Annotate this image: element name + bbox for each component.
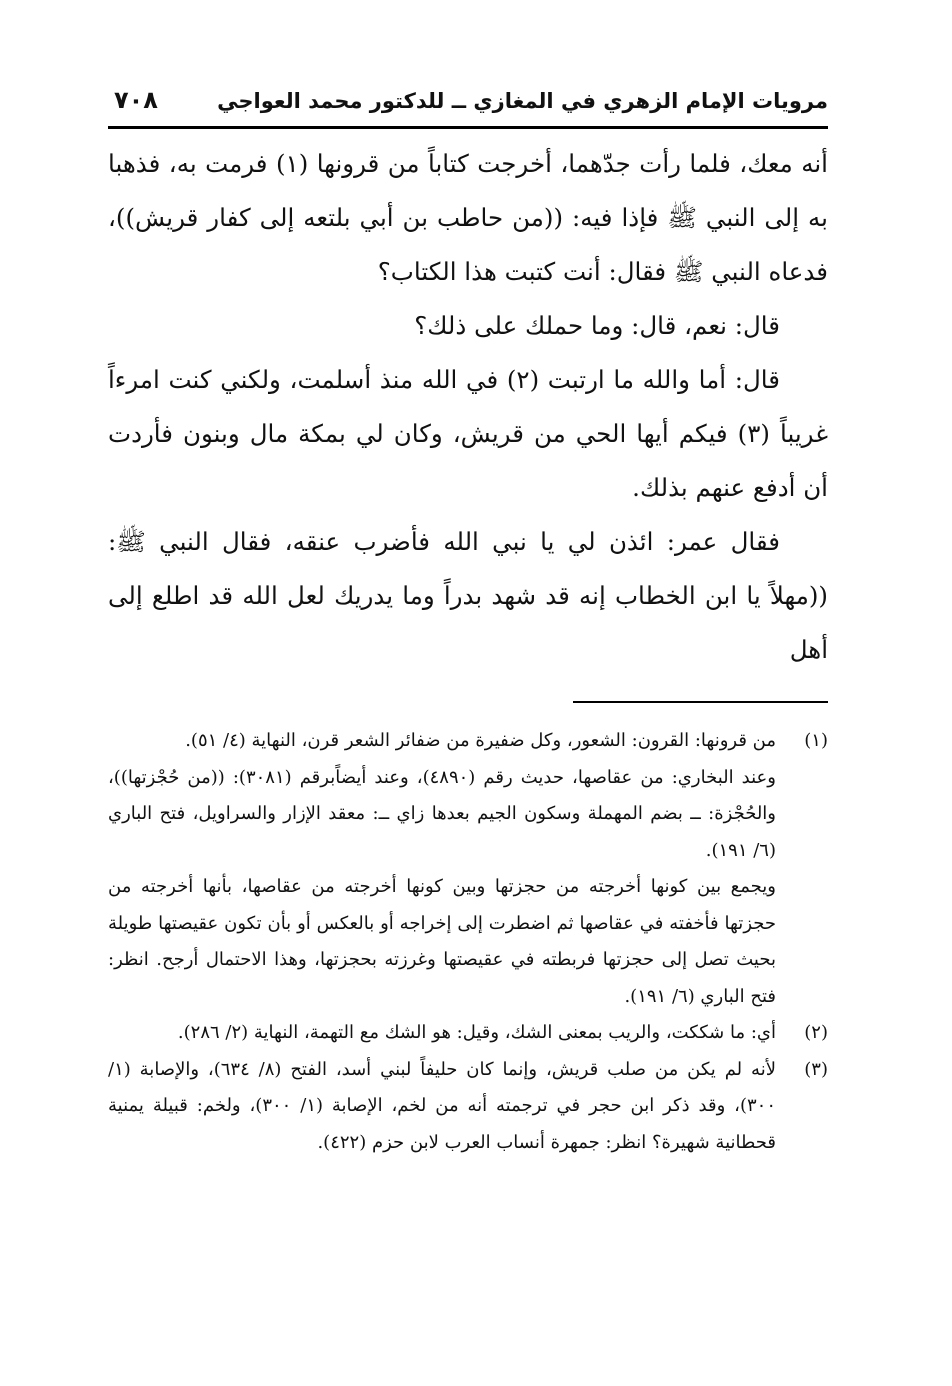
paragraph: قال: نعم، قال: وما حملك على ذلك؟ — [414, 311, 780, 340]
footnote-line: لأنه لم يكن من صلب قريش، وإنما كان حليفاً لبني أسد، الفتح (٨/ ٦٣٤)، والإصابة (١/ ٣٠٠)، وقد ذكر ابن حجر في ترجمته أنه من لخم، الإصابة (١/ ٣٠٠)، ولخم: قبيلة يمنية قحطانية شهيرة؟ انظر: جمهرة أنساب العرب لابن حزم (٤٢٢). — [108, 1058, 777, 1153]
footnote-text — [108, 1015, 776, 1052]
footnote-line: أي: ما شككت، والريب بمعنى الشك، وقيل: هو الشك مع التهمة، النهاية (٢/ ٢٨٦). — [177, 1022, 776, 1043]
footnote-3 — [108, 1052, 828, 1162]
footnote-2 — [108, 1015, 828, 1052]
header-title: مرويات الإمام الزهري في المغازي ــ للدكتور محمد العواجي — [217, 89, 828, 113]
footnote-number: (٣) — [804, 1058, 828, 1080]
paragraph: قال: أما والله ما ارتبت (٢) في الله منذ أسلمت، ولكني كنت امرءاً غريباً (٣) فيكم أيها الحي من قريش، وكان لي بمكة مال وبنون فأردت أن أدفع عنهم بذلك. — [108, 365, 829, 502]
footnote-line: وعند البخاري: من عقاصها، حديث رقم (٤٨٩٠)، وعند أيضاًبرقم (٣٠٨١): ((من حُجْزتها))، والحُجْزة: ــ بضم المهملة وسكون الجيم بعدها زاي ــ: معقد الإزار والسراويل، فتح الباري (٦/ ١٩١). — [108, 766, 776, 861]
book-page — [108, 86, 828, 1161]
running-header — [108, 86, 828, 129]
footnotes — [108, 723, 828, 1161]
footnote-text — [108, 1052, 776, 1162]
footnote-1 — [108, 723, 828, 869]
footnote-number: (١) — [804, 730, 828, 751]
page-number: ٧٠٨ — [114, 86, 158, 114]
paragraph: أنه معك، فلما رأت جدّهما، أخرجت كتاباً من قرونها (١) فرمت به، فذهبا به إلى النبي ﷺ فإذا فيه: ((من حاطب بن أبي بلتعه إلى كفار قريش))، فدعاه النبي ﷺ فقال: أنت كتبت هذا الكتاب؟ — [108, 149, 828, 286]
paragraph: فقال عمر: ائذن لي يا نبي الله فأضرب عنقه، فقال النبي ﷺ: ((مهلاً يا ابن الخطاب إنه قد شهد بدراً وما يدريك لعل الله قد اطلع إلى أهل — [108, 527, 828, 664]
main-text — [108, 137, 828, 677]
footnote-separator — [573, 701, 828, 703]
footnote-number: (٢) — [804, 1022, 828, 1043]
footnote-1-continuation: ويجمع بين كونها أخرجته من حجزتها وبين كونها أخرجته من عقاصها، بأنها أخرجته من حجزتها فأخفته في عقاصها ثم اضطرت إلى إخراجه أو بالعكس أو بأن تكون عقيصتها طويلة بحيث تصل إلى حجزتها فربطته في عقيصتها وغرزته بحجزتها، وهذا الاحتمال أرجح. انظر: فتح الباري (٦/ ١٩١). — [108, 876, 776, 1007]
footnote-line: من قرونها: القرون: الشعور، وكل ضفيرة من ضفائر الشعر قرن، النهاية (٤/ ٥١). — [185, 730, 776, 751]
footnote-text — [108, 723, 776, 869]
